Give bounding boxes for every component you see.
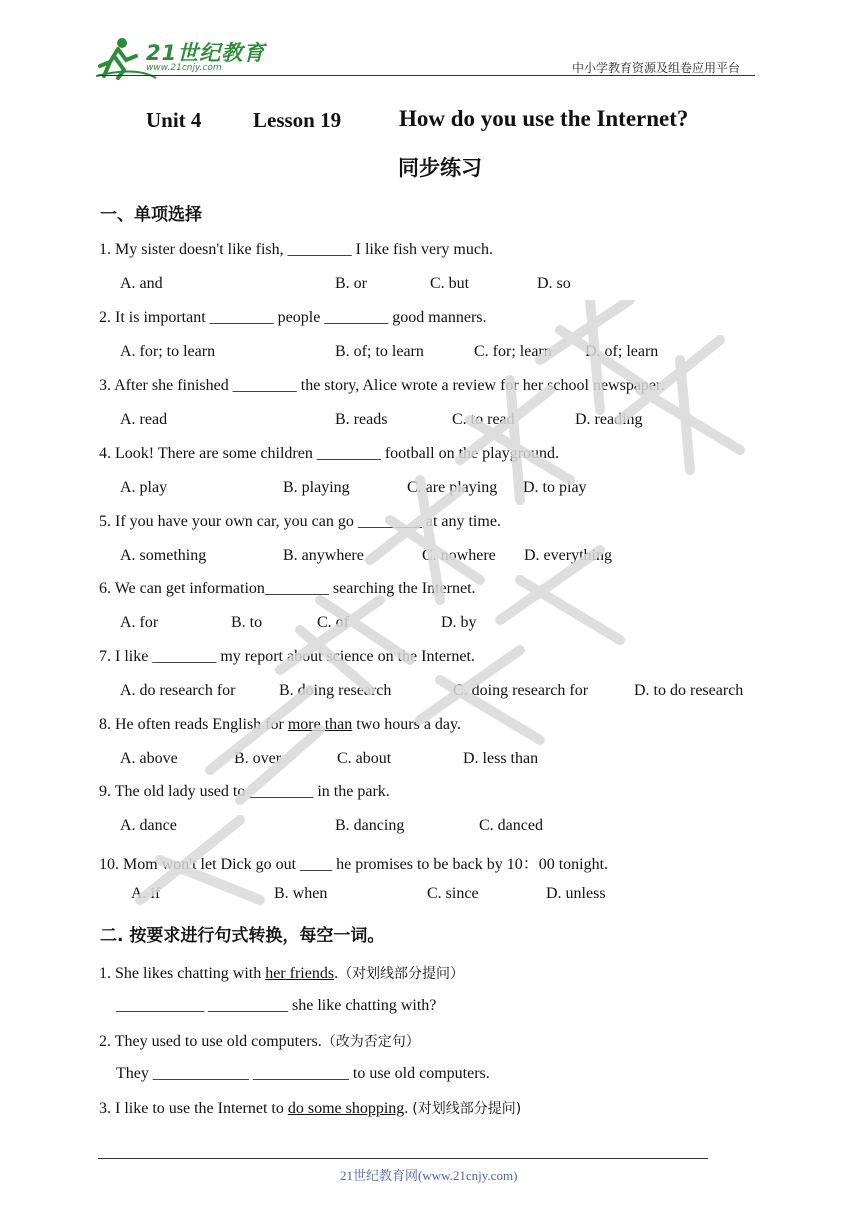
header-divider: [98, 75, 755, 76]
question-10: 10. Mom won't let Dick go out ____ he promises to be back by 10：00 tonight.: [99, 856, 609, 873]
question-4: 4. Look! There are some children ________ football on the playground.: [99, 445, 560, 462]
q7-option-c: C. doing research for: [453, 682, 589, 699]
transform-answer-1: ___________ __________ she like chatting with?: [116, 997, 437, 1014]
q1-option-a: A. and: [120, 275, 163, 292]
q4-option-d: D. to play: [523, 479, 587, 496]
page-subtitle: 同步练习: [398, 156, 482, 180]
q2-option-c: C. for; learn: [474, 343, 552, 360]
item1-underlined-phrase: her friends: [265, 965, 335, 982]
q2-option-b: B. of; to learn: [335, 343, 424, 360]
q5-option-a: A. something: [120, 547, 207, 564]
item3-instruction: (对划线部分提问): [412, 1101, 522, 1117]
section1-heading: 一、单项选择: [100, 205, 202, 225]
q2-option-a: A. for; to learn: [120, 343, 216, 360]
item1-instruction: （对划线部分提问）: [338, 966, 465, 982]
q3-option-b: B. reads: [335, 411, 388, 428]
q3-option-d: D. reading: [575, 411, 643, 428]
question-5: 5. If you have your own car, you can go ________ at any time.: [99, 513, 501, 530]
title-topic: How do you use the Internet?: [399, 106, 689, 131]
q8-option-a: A. above: [120, 750, 178, 767]
q2-option-d: D. of; learn: [585, 343, 659, 360]
question-3: 3. After she finished ________ the story, Alice wrote a review for her school newspaper.: [99, 377, 665, 394]
question-1: 1. My sister doesn't like fish, ________ I like fish very much.: [99, 241, 493, 258]
question-9: 9. The old lady used to ________ in the park.: [99, 783, 390, 800]
question-8: 8. He often reads English for more than two hours a day.: [99, 716, 461, 733]
q7-option-b: B. doing research: [279, 682, 392, 699]
q6-option-b: B. to: [231, 614, 263, 631]
transform-answer-2: They ____________ ____________ to use old computers.: [116, 1065, 490, 1082]
question-6: 6. We can get information________ searching the Internet.: [99, 580, 476, 597]
q6-option-c: C. of: [317, 614, 349, 631]
transform-item-3: 3. I like to use the Internet to do some shopping. (对划线部分提问): [99, 1100, 522, 1117]
q5-option-c: C. nowhere: [422, 547, 496, 564]
q1-option-b: B. or: [335, 275, 367, 292]
section2-heading: 二. 按要求进行句式转换，每空一词。: [100, 926, 385, 946]
q6-option-d: D. by: [441, 614, 477, 631]
title-lesson: Lesson 19: [253, 108, 342, 132]
question-7: 7. I like ________ my report about science on the Internet.: [99, 648, 475, 665]
q8-option-c: C. about: [337, 750, 392, 767]
title-unit: Unit 4: [146, 108, 202, 132]
footer-text: 21世纪教育网(www.21cnjy.com): [340, 1168, 518, 1183]
q9-option-c: C. danced: [479, 817, 543, 834]
item2-instruction: （改为否定句）: [321, 1034, 420, 1050]
q8-underlined-phrase: more than: [287, 716, 353, 733]
logo-text: 21世纪教育: [146, 41, 266, 65]
q6-option-a: A. for: [120, 614, 159, 631]
q9-option-b: B. dancing: [335, 817, 405, 834]
q8-option-b: B. over: [234, 750, 282, 767]
transform-item-1: 1. She likes chatting with her friends.（对划线部分提问）: [99, 965, 465, 982]
q4-option-c: C. are playing: [407, 479, 498, 496]
item3-underlined-phrase: do some shopping: [287, 1100, 405, 1117]
platform-label: 中小学教育资源及组卷应用平台: [572, 61, 741, 75]
q10-option-d: D. unless: [546, 885, 606, 902]
logo-url: www.21cnjy.com: [146, 63, 222, 73]
q1-option-c: C. but: [430, 275, 470, 292]
footer-divider: [98, 1158, 708, 1159]
q9-option-a: A. dance: [120, 817, 177, 834]
q10-option-a: A. if: [131, 885, 161, 902]
q3-option-a: A. read: [120, 411, 168, 428]
q5-option-b: B. anywhere: [283, 547, 364, 564]
transform-item-2: 2. They used to use old computers.（改为否定句）: [99, 1033, 420, 1050]
q10-option-b: B. when: [274, 885, 328, 902]
q10-option-c: C. since: [427, 885, 479, 902]
q8-option-d: D. less than: [463, 750, 539, 767]
question-2: 2. It is important ________ people ________ good manners.: [99, 309, 487, 326]
q3-option-c: C. to read: [452, 411, 515, 428]
q5-option-d: D. everything: [524, 547, 612, 564]
q4-option-b: B. playing: [283, 479, 350, 496]
q7-option-a: A. do research for: [120, 682, 236, 699]
q4-option-a: A. play: [120, 479, 168, 496]
q7-option-d: D. to do research: [634, 682, 744, 699]
q1-option-d: D. so: [537, 275, 571, 292]
